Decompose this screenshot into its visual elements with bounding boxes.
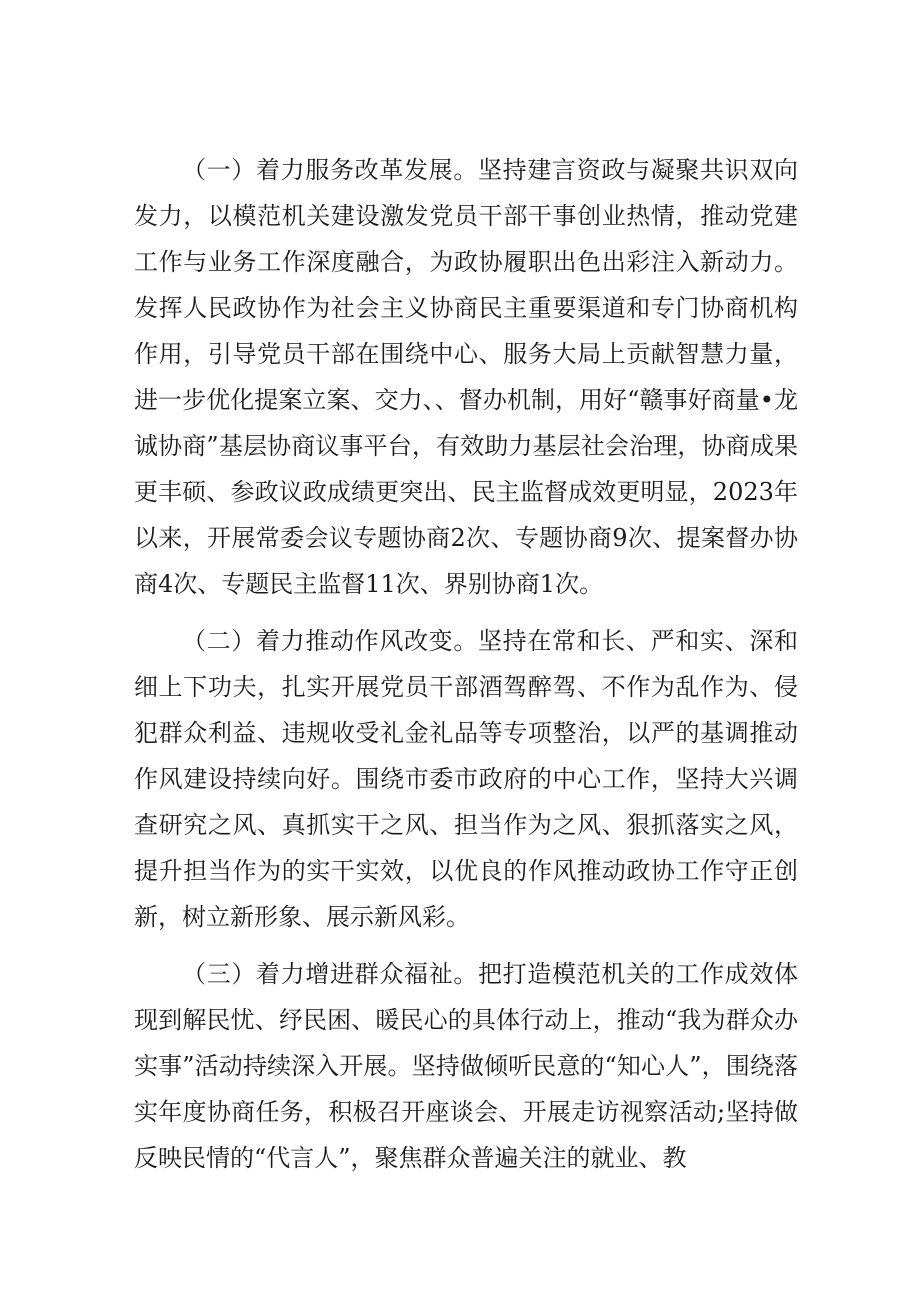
paragraph-public-welfare: （三）着力增进群众福祉。把打造模范机关的工作成效体现到解民忧、纾民困、暖民心的具体行动上，推动“我为群众办实事”活动持续深入开展。坚持做倾听民意的“知心人”，围绕落实年度协商任务，积极召开座谈会、开展走访视察活动;坚持做反映民情的“代言人”，聚焦群众普遍关注的就业、教 [134,960,798,1172]
document-body [134,147,798,1192]
paragraph-serve-reform: （一）着力服务改革发展。坚持建言资政与凝聚共识双向发力，以模范机关建设激发党员干部干事创业热情，推动党建工作与业务工作深度融合，为政协履职出色出彩注入新动力。发挥人民政协作为社会主义协商民主重要渠道和专门协商机构作用，引导党员干部在围绕中心、服务大局上贡献智慧力量，进一步优化提案立案、交力、、督办机制，用好“赣事好商量•龙诚协商”基层协商议事平台，有效助力基层社会治理，协商成果更丰硕、参政议政成绩更突出、民主监督成效更明显，2023年以来，开展常委会议专题协商2次、专题协商9次、提案督办协商4次、专题民主监督11次、界别协商1次。 [134,156,798,598]
paragraph-work-style: （二）着力推动作风改变。坚持在常和长、严和实、深和细上下功夫，扎实开展党员干部酒驾醉驾、不作为乱作为、侵犯群众利益、违规收受礼金礼品等专项整治，以严的基调推动作风建设持续向好。围绕市委市政府的中心工作，坚持大兴调查研究之风、真抓实干之风、担当作为之风、狠抓落实之风，提升担当作为的实干实效，以优良的作风推动政协工作守正创新，树立新形象、展示新风彩。 [134,627,798,931]
